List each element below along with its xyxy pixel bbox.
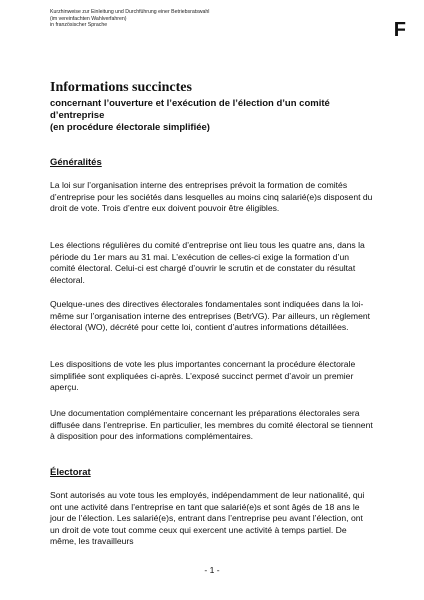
header-line-1: Kurzhinweise zur Einleitung und Durchführung einer Betriebsratswahl (50, 9, 210, 15)
subtitle-line-1: concernant l’ouverture et l’exécution de l’élection d’un comité (50, 98, 330, 109)
paragraph-text: Sont autorisés au vote tous les employés, indépendamment de leur nationalité, qui ont une activité dans l’entreprise en tant que salarié(e)s et sont âgés de 18 ans le jour de l’élection. Les salarié(e)s, entrant dans l’entreprise peu avant l’élection, ont un droit de vote tout comme ceux qui exercent une activité à temps partiel. De même, les travailleurs (50, 490, 365, 546)
document-title: Informations succinctes (50, 80, 192, 95)
subtitle-line-2: d’entreprise (50, 110, 105, 121)
paragraph (50, 240, 374, 286)
paragraph-text: Une documentation complémentaire concernant les préparations électorales sera diffusée dans l’entreprise. En particulier, les membres du comité électoral se tiennent à disposition pour des informations complémentaires. (50, 408, 373, 441)
page-number: - 1 - (204, 565, 220, 575)
subtitle-line-3: (en procédure électorale simplifiée) (50, 122, 210, 133)
paragraph-text: Les dispositions de vote les plus importantes concernant la procédure électorale simplifiée sont expliquées ci-après. L’exposé succinct permet d’avoir un premier aperçu. (50, 359, 356, 392)
paragraph (50, 299, 374, 334)
paragraph (50, 490, 374, 548)
section-heading-electorat: Électorat (50, 467, 91, 478)
paragraph-text: Quelque-unes des directives électorales fondamentales sont indiquées dans la loi-même sur l’organisation interne des entreprises (BetrVG). Par ailleurs, un règlement électoral (WO), décrété pour cette loi, contient d’autres informations détaillées. (50, 299, 371, 332)
paragraph (50, 408, 374, 443)
paragraph (50, 359, 374, 394)
document-header (50, 9, 209, 29)
paragraph-text: La loi sur l’organisation interne des entreprises prévoit la formation de comités d’entreprise pour les sociétés dans lesquelles au moins cinq salarié(e)s disposent du droit de vote. Trois d’entre eux doivent pouvoir être éligibles. (50, 180, 373, 213)
paragraph (50, 180, 374, 215)
language-letter: F (393, 19, 406, 41)
header-line-2: (im vereinfachten Wahlverfahren) (50, 15, 127, 22)
document-subtitle (50, 98, 350, 134)
section-heading-generalites: Généralités (50, 157, 102, 168)
header-line-3: in französischer Sprache (50, 22, 108, 29)
paragraph-text: Les élections régulières du comité d’entreprise ont lieu tous les quatre ans, dans la période du 1er mars au 31 mai. L’exécution de celles-ci exige la formation d’un comité électoral. Celui-ci est chargé d’ouvrir le scrutin et de constater du résultat électoral. (50, 240, 365, 285)
